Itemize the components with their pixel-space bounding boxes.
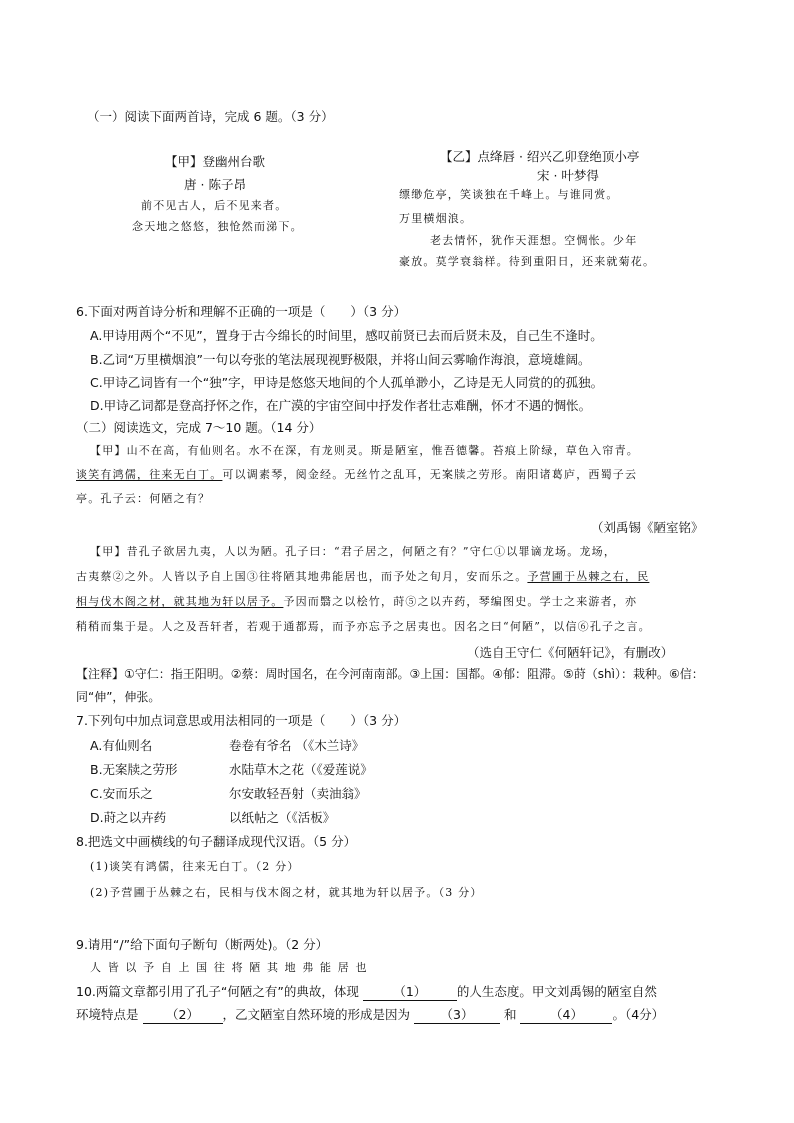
q9-sentence: 人 皆 以 予 自 上 国 往 将 陋 其 地 弗 能 居 也 — [90, 961, 369, 974]
q7-row-b-right: 水陆草木之花（《爱莲说》 — [229, 762, 373, 777]
q8-sub-1: (1)谈笑有鸿儒，往来无白丁。（2 分） — [90, 860, 300, 873]
q6-option-d: D.甲诗乙词都是登高抒怀之作，在广漠的宇宙空间中抒发作者壮志难酬，怀才不遇的惆怅。 — [90, 398, 592, 413]
notes-line-1: 【注释】①守仁：指王阳明。②蔡：周时国名，在今河南南部。③上国：国都。④郁：阻滞。⑤莳（shì）：栽种。⑥信： — [76, 667, 704, 681]
underlined-sentence-1: 谈笑有鸿儒，往来无白丁。 — [76, 468, 223, 481]
poem-a-line-1: 前不见古人，后不见来者。 — [141, 199, 288, 212]
poem-b-line-3: 老去情怀，犹作天涯想。空惆怅。少年 — [430, 234, 638, 247]
passage-a-source: （刘禹锡《陋室铭》 — [591, 520, 704, 535]
poem-a-author: 唐 · 陈子昂 — [184, 177, 246, 192]
q8-stem: 8.把选文中画横线的句子翻译成现代汉语。（5 分） — [76, 834, 357, 849]
answer-blank-4[interactable]: （4） — [520, 1005, 612, 1024]
passage-b-line-4: 稍稍而集于是。人之及吾轩者，若观于通都焉，而予亦忘予之居夷也。因名之曰“何陋”，以信⑥孔子之言。 — [76, 620, 651, 633]
underlined-sentence-2b: 相与伐木阁之材，就其地为轩以居予。 — [76, 595, 284, 608]
q9-stem: 9.请用“/”给下面句子断句（断两处)。（2 分） — [76, 937, 329, 952]
q7-row-c-right: 尔安敢轻吾射（卖油翁》 — [229, 786, 367, 801]
notes-line-2: 同“伸”，伸张。 — [76, 690, 161, 704]
q7-row-d-right: 以纸帖之（《活板》 — [229, 810, 336, 825]
q7-row-a-right: 卷卷有爷名 （《木兰诗》 — [229, 738, 365, 753]
poem-b-line-4: 豪放。莫学衰翁样。待到重阳日，还来就菊花。 — [399, 255, 656, 268]
q7-stem: 7.下列句中加点词意思或用法相同的一项是（ ）（3 分） — [76, 713, 407, 728]
q7-row-b-left: B.无案牍之劳形 — [90, 762, 178, 777]
q6-option-c: C.甲诗乙词皆有一个“独”字，甲诗是悠悠天地间的个人孤单渺小，乙诗是无人同赏的的孤独。 — [90, 375, 604, 390]
poem-a-line-2: 念天地之悠悠，独怆然而涕下。 — [132, 220, 303, 233]
passage-b-line-2: 古夷蔡②之外。人皆以予自上国③往将陋其地弗能居也，而予处之旬月，安而乐之。予营圃于丛棘之右，民 — [76, 570, 650, 583]
q10-line-2: 环境特点是 （2） ，乙文陋室自然环境的形成是因为 （3） 和 （4） 。（4分） — [76, 1007, 665, 1022]
q8-sub-2: (2)予营圃于丛棘之右，民相与伐木阁之材，就其地为轩以居予。（3 分） — [90, 886, 483, 899]
answer-blank-1[interactable]: （1） — [363, 982, 457, 1001]
passage-a-line-3: 亭。孔子云：何陋之有？ — [76, 492, 211, 505]
section-heading-2: （二）阅读选文，完成 7～10 题。（14 分） — [76, 420, 322, 435]
passage-b-line-3: 相与伐木阁之材，就其地为轩以居予。予因而翳之以桧竹，莳⑤之以卉药，琴编图史。学士之来游者，亦 — [76, 595, 638, 608]
q10-line-1: 10.两篇文章都引用了孔子“何陋之有”的典故，体现 （1） 的人生态度。甲文刘禹锡的陋室自然 — [76, 984, 657, 999]
poem-b-author: 宋 · 叶梦得 — [537, 168, 599, 183]
passage-b-line-1: 【甲】昔孔子欲居九夷，人以为陋。孔子曰：“君子居之，何陋之有？”守仁①以罪谪龙场。龙场， — [90, 545, 617, 558]
q6-stem: 6.下面对两首诗分析和理解不正确的一项是（ ）（3 分） — [76, 304, 407, 319]
q6-option-b: B.乙词“万里横烟浪”一句以夸张的笔法展现视野极限，并将山间云雾喻作海浪，意境雄阔。 — [90, 352, 591, 367]
section-heading-1: （一）阅读下面两首诗，完成 6 题。（3 分） — [87, 109, 334, 124]
poem-b-line-2: 万里横烟浪。 — [399, 212, 473, 225]
poem-b-title: 【乙】点绛唇 · 绍兴乙卯登绝顶小亭 — [440, 149, 640, 164]
passage-b-source: （选自王守仁《何陋轩记》，有删改） — [467, 645, 674, 660]
poem-b-line-1: 缥缈危亭，笑谈独在千峰上。与谁同赏。 — [399, 188, 619, 201]
passage-a-line-1: 【甲】山不在高，有仙则名。水不在深，有龙则灵。斯是陋室，惟吾德馨。苔痕上阶绿，草色入帘青。 — [90, 444, 639, 457]
q7-row-a-left: A.有仙则名 — [90, 738, 153, 753]
q7-row-c-left: C.安而乐之 — [90, 786, 153, 801]
q7-row-d-left: D.莳之以卉药 — [90, 810, 167, 825]
q6-option-a: A.甲诗用两个“不见”，置身于古今绵长的时间里，感叹前贤已去而后贤未及，自己生不逢时。 — [90, 328, 603, 343]
passage-a-line-2: 谈笑有鸿儒，往来无白丁。可以调素琴，阅金经。无丝竹之乱耳，无案牍之劳形。南阳诸葛庐，西蜀子云 — [76, 468, 638, 481]
poem-a-title: 【甲】登幽州台歌 — [164, 154, 265, 169]
answer-blank-2[interactable]: （2） — [143, 1005, 223, 1024]
answer-blank-3[interactable]: （3） — [414, 1005, 500, 1024]
underlined-sentence-2a: 予营圃于丛棘之右，民 — [527, 570, 650, 583]
